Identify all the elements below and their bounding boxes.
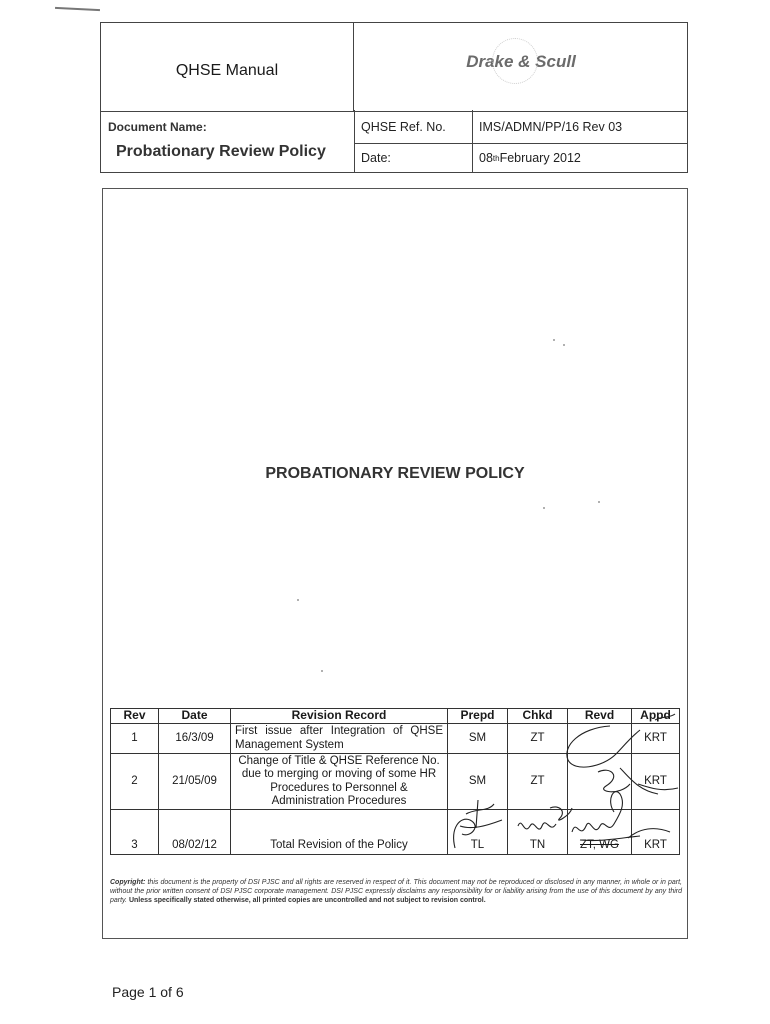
- cell-rev: 1: [111, 724, 159, 753]
- page-body-frame: [102, 188, 688, 939]
- cell-date: 21/05/09: [159, 754, 231, 809]
- scan-speck: [297, 599, 299, 601]
- scan-speck: [553, 339, 555, 341]
- ref-number-value: IMS/ADMN/PP/16 Rev 03: [473, 110, 687, 144]
- cell-prepd: SM: [448, 724, 508, 753]
- cell-revd: [568, 724, 632, 753]
- cell-rev: 3: [111, 810, 159, 854]
- header-chkd: Chkd: [508, 709, 568, 723]
- date-label: Date:: [355, 144, 473, 172]
- cell-appd: KRT: [644, 774, 667, 787]
- table-row: [110, 724, 680, 754]
- copyright-uncontrolled-note: Unless specifically stated otherwise, all printed copies are uncontrolled and not subject to revision control.: [127, 897, 486, 904]
- cell-record: Total Revision of the Policy: [231, 810, 448, 854]
- logo-text: Drake & Scull: [466, 52, 576, 71]
- header-rev: Rev: [111, 709, 159, 723]
- cell-date: 08/02/12: [159, 810, 231, 854]
- scan-artifact-line: [55, 7, 100, 11]
- header-appd: Appd: [640, 708, 671, 723]
- logo-wordmark: [466, 52, 576, 82]
- cell-appd: KRT: [644, 731, 667, 744]
- date-day: 08: [479, 151, 493, 165]
- copyright-notice: [110, 878, 682, 905]
- cell-prepd: TL: [448, 810, 508, 854]
- header-revd: Revd: [568, 709, 632, 723]
- scan-speck: [321, 670, 323, 672]
- header-info-row: [100, 110, 688, 173]
- reference-grid: [355, 110, 687, 172]
- cell-record: First issue after Integration of QHSE Management System: [231, 724, 448, 753]
- manual-title: QHSE Manual: [101, 23, 354, 111]
- page-number: Page 1 of 6: [112, 984, 184, 1000]
- header-record: Revision Record: [231, 709, 448, 723]
- header-prepd: Prepd: [448, 709, 508, 723]
- scan-speck: [598, 501, 600, 503]
- cell-record: Change of Title & QHSE Reference No. due to merging or moving of some HR Procedures to Personnel & Administration Procedures: [231, 754, 448, 809]
- cell-revd: ZT, WG: [568, 810, 632, 854]
- scan-speck: [543, 507, 545, 509]
- header-date: Date: [159, 709, 231, 723]
- cell-prepd: SM: [448, 754, 508, 809]
- cell-chkd: ZT: [508, 754, 568, 809]
- document-name-value: Probationary Review Policy: [116, 143, 326, 160]
- copyright-text: this document is the property of DSI PJSC and all rights are reserved in respect of it. This document may not be reproduced or disclosed in any manner, in whole or in part, without the prior written consent of DSI PJSC corporate management. DSI PJSC expressly disclaims any responsibility for or liability arising from the use of this document by any third party.: [110, 879, 682, 904]
- document-header: [100, 22, 688, 172]
- date-suffix: th: [492, 153, 500, 163]
- date-value: [473, 144, 687, 172]
- cell-date: 16/3/09: [159, 724, 231, 753]
- scan-speck: [563, 344, 565, 346]
- table-header-row: [110, 708, 680, 724]
- table-row: [110, 810, 680, 855]
- document-name-label: Document Name:: [108, 120, 207, 134]
- cell-appd: KRT: [644, 838, 667, 851]
- copyright-lead: Copyright:: [110, 879, 146, 886]
- company-logo: [355, 23, 687, 111]
- cell-rev: 2: [111, 754, 159, 809]
- document-name-cell: [101, 110, 355, 172]
- revision-table: [110, 708, 680, 855]
- cell-revd: [568, 754, 632, 809]
- page-title: PROBATIONARY REVIEW POLICY: [265, 465, 525, 482]
- ref-number-label: QHSE Ref. No.: [355, 110, 473, 144]
- table-row: [110, 754, 680, 810]
- globe-icon: [492, 38, 538, 84]
- cell-chkd: ZT: [508, 724, 568, 753]
- date-rest: February 2012: [499, 151, 581, 165]
- header-top-row: [100, 22, 688, 112]
- cell-chkd: TN: [508, 810, 568, 854]
